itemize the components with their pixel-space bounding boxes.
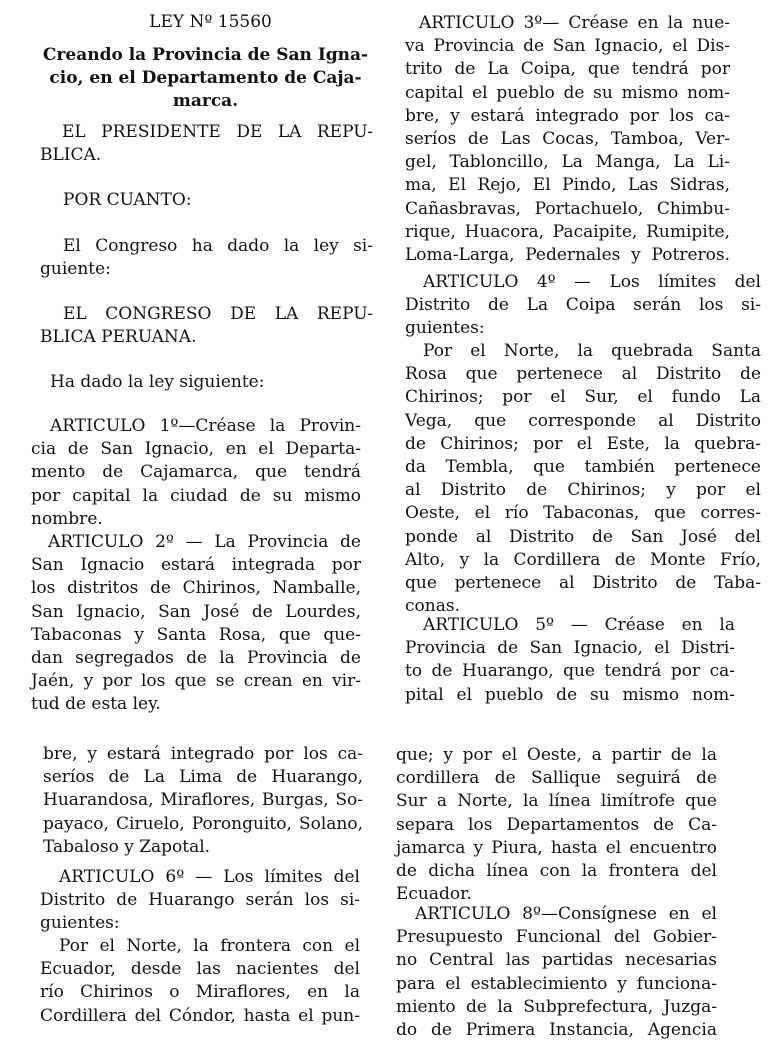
- text-line: miento de la Subprefectura, Juzga-: [396, 996, 717, 1017]
- text-line: de Chirinos; por el Este, la quebra-: [405, 433, 761, 454]
- articulo-1: [31, 415, 361, 531]
- text-line: jamarca y Piura, hasta el encuentro: [396, 837, 717, 858]
- text-line: payaco, Ciruelo, Poronguito, Solano,: [43, 813, 363, 834]
- text-line: ponde al Distrito de San José del: [405, 526, 761, 547]
- text-line: ARTICULO 8º—Consígnese en el: [415, 904, 717, 924]
- text-line: Vega, que corresponde al Distrito: [405, 410, 761, 431]
- text-line: Presupuesto Funcional del Gobier-: [396, 927, 717, 948]
- articulo-6: [40, 866, 360, 936]
- text-line: marca.: [172, 91, 239, 112]
- text-line: do de Primera Instancia, Agencia: [396, 1020, 717, 1041]
- text-line: conas.: [405, 596, 460, 617]
- text-line: Distrito de La Coipa serán los si-: [405, 295, 761, 316]
- text-line: Alto, y la Cordillera de Monte Frío,: [405, 549, 761, 570]
- text-line: Por el Norte, la quebrada Santa: [423, 341, 761, 361]
- text-line: Oeste, el río Tabaconas, que corres-: [405, 503, 761, 524]
- text-line: BLICA.: [40, 145, 102, 166]
- text-line: ARTICULO 3º— Créase en la nue-: [419, 13, 730, 33]
- text-line: Distrito de Huarango serán los si-: [40, 890, 360, 911]
- text-line: cio, en el Departamento de Caja-: [49, 68, 362, 89]
- text-line: separa los Departamentos de Ca-: [396, 814, 717, 835]
- text-line: va Provincia de San Ignacio, el Dis-: [405, 36, 730, 57]
- text-line: gel, Tabloncillo, La Manga, La Li-: [405, 152, 730, 173]
- articulo-7-continuation: [396, 744, 717, 906]
- text-line: cordillera de Sallique seguirá de: [396, 768, 717, 789]
- text-line: El Congreso ha dado la ley si-: [63, 236, 373, 256]
- text-line: al Distrito de Chirinos; y por el: [405, 480, 761, 501]
- text-line: dan segregados de la Provincia de: [31, 648, 361, 669]
- text-line: San Ignacio estará integrada por: [31, 555, 361, 576]
- text-line: Rosa que pertenece al Distrito de: [405, 364, 761, 385]
- text-line: Tabaconas y Santa Rosa, que que-: [31, 624, 361, 645]
- text-line: mento de Cajamarca, que tendrá: [31, 462, 361, 483]
- law-subtitle: [38, 44, 373, 114]
- articulo-4: [405, 271, 761, 341]
- text-line: capital el pueblo de su mismo nom-: [405, 82, 730, 103]
- text-line: pital el pueblo de su mismo nom-: [405, 684, 735, 705]
- text-line: da Tembla, que también pertenece: [405, 457, 761, 478]
- congreso-republica: [40, 303, 373, 349]
- text-line: que pertenece al Distrito de Taba-: [405, 573, 761, 594]
- text-line: Por el Norte, la frontera con el: [59, 936, 360, 956]
- text-line: Provincia de San Ignacio, el Distri-: [405, 638, 735, 659]
- text-line: San Ignacio, San José de Lourdes,: [31, 601, 361, 622]
- text-line: Ecuador.: [396, 884, 472, 905]
- articulo-5: [405, 614, 735, 707]
- text-line: guiente:: [40, 259, 111, 280]
- text-line: rique, Huacora, Pacaipite, Rumipite,: [405, 221, 730, 242]
- text-line: ma, El Rejo, El Pindo, Las Sidras,: [405, 175, 730, 196]
- text-line: ARTICULO 4º — Los límites del: [423, 272, 761, 292]
- text-line: bre, y estará integrado por los ca-: [405, 105, 730, 126]
- text-line: Ecuador, desde las nacientes del: [40, 959, 360, 980]
- text-line: nombre.: [31, 508, 103, 529]
- text-line: guientes:: [40, 913, 120, 934]
- text-line: río Chirinos o Miraflores, en la: [40, 982, 360, 1003]
- presidente-paragraph: [40, 121, 373, 167]
- text-line: no Central las partidas necesarias: [396, 950, 717, 971]
- text-line: EL PRESIDENTE DE LA REPU-: [62, 122, 373, 142]
- text-line: tud de esta ley.: [31, 694, 161, 715]
- ha-dado: Ha dado la ley siguiente:: [50, 372, 265, 392]
- text-line: Creando la Provincia de San Igna-: [42, 45, 369, 65]
- text-line: los distritos de Chirinos, Namballe,: [31, 578, 361, 599]
- articulo-8: [396, 903, 717, 1042]
- text-line: cia de San Ignacio, en el Departa-: [31, 439, 361, 460]
- congreso-paragraph: [40, 235, 373, 281]
- text-line: por capital la ciudad de su mismo: [31, 485, 361, 506]
- text-line: ARTICULO 5º — Créase en la: [423, 615, 735, 635]
- text-line: Jaén, y por los que se crean en vir-: [31, 671, 361, 692]
- text-line: BLICA PERUANA.: [40, 327, 197, 348]
- text-line: ARTICULO 1º—Créase la Provin-: [50, 416, 361, 436]
- text-line: Chirinos; por el Sur, el fundo La: [405, 387, 761, 408]
- text-line: Cordillera del Cóndor, hasta el pun-: [40, 1005, 360, 1026]
- text-line: Huarandosa, Miraflores, Burgas, So-: [43, 790, 363, 811]
- text-line: bre, y estará integrado por los ca-: [43, 744, 363, 764]
- articulo-6-limits: [40, 935, 360, 1028]
- text-line: guientes:: [405, 318, 485, 339]
- text-line: de dicha línea con la frontera del: [396, 861, 717, 882]
- text-line: trito de La Coipa, que tendrá por: [405, 59, 730, 80]
- articulo-5-continuation: [43, 743, 363, 859]
- text-line: ARTICULO 2º — La Provincia de: [48, 532, 361, 552]
- text-line: Sur a Norte, la línea limítrofe que: [396, 791, 717, 812]
- por-cuanto: POR CUANTO:: [63, 190, 192, 210]
- law-title: LEY Nº 15560: [149, 12, 272, 32]
- articulo-3: [405, 12, 730, 267]
- text-line: to de Huarango, que tendrá por ca-: [405, 661, 735, 682]
- articulo-2: [31, 531, 361, 717]
- text-line: seríos de La Lima de Huarango,: [43, 767, 363, 788]
- text-line: Cañasbravas, Portachuelo, Chimbu-: [405, 198, 730, 219]
- text-line: Tabaloso y Zapotal.: [43, 836, 211, 857]
- text-line: que; y por el Oeste, a partir de la: [396, 745, 717, 765]
- text-line: EL CONGRESO DE LA REPU-: [63, 304, 373, 324]
- text-line: seríos de Las Cocas, Tamboa, Ver-: [405, 129, 730, 150]
- text-line: Loma-Larga, Pedernales y Potreros.: [405, 245, 730, 266]
- articulo-4-limits: [405, 340, 761, 618]
- text-line: ARTICULO 6º — Los límites del: [59, 867, 360, 887]
- text-line: para el establecimiento y funciona-: [396, 973, 717, 994]
